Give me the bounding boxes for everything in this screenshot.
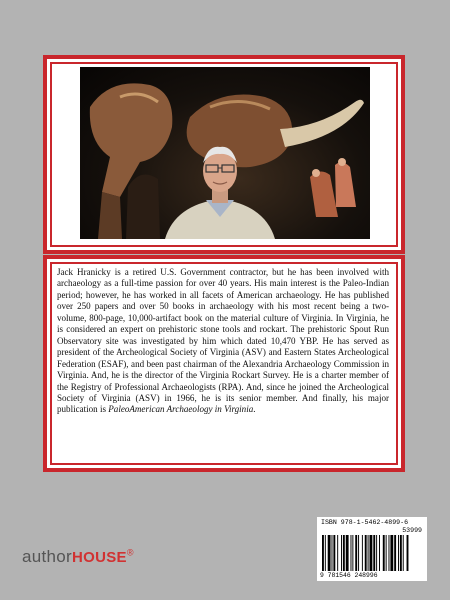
- book-title: PaleoAmerican Archaeology in Virginia: [108, 404, 254, 415]
- barcode-bar: [383, 535, 385, 571]
- barcode-bar: [373, 535, 375, 571]
- barcode-bar: [337, 535, 338, 571]
- logo-house: HOUSE: [72, 549, 127, 566]
- barcode-bar: [333, 535, 335, 571]
- barcode-bar: [407, 535, 409, 571]
- publisher-logo: [22, 547, 134, 567]
- author-photo-illustration: [80, 67, 370, 239]
- barcode-bar: [400, 535, 402, 571]
- author-photo: [80, 67, 370, 239]
- logo-author: author: [22, 547, 73, 566]
- barcode-bar: [328, 535, 331, 571]
- barcode-bar: [346, 535, 349, 571]
- barcode-bar: [403, 535, 404, 571]
- barcode-bar: [376, 535, 377, 571]
- logo-registered-mark: ®: [126, 547, 134, 558]
- barcode-bar: [368, 535, 369, 571]
- bio-end: .: [253, 404, 256, 415]
- barcode-bar: [355, 535, 357, 571]
- barcode-bar: [386, 535, 387, 571]
- barcode-bar: [352, 535, 353, 571]
- barcode-bar: [358, 535, 359, 571]
- barcode-number: 9 781546 248996: [320, 572, 378, 579]
- barcode-bar: [325, 535, 326, 571]
- isbn-text: ISBN 978-1-5462-4899-6: [321, 519, 409, 526]
- barcode-bar: [322, 535, 324, 571]
- barcode-bar: [362, 535, 363, 571]
- barcode-box: [317, 517, 427, 581]
- barcode-bar: [394, 535, 396, 571]
- barcode-bar: [370, 535, 373, 571]
- barcode-bar: [341, 535, 342, 571]
- barcode-bar: [390, 535, 393, 571]
- price-code: 53999: [402, 527, 422, 534]
- barcode-bars: [321, 535, 423, 573]
- barcode-bar: [351, 535, 352, 571]
- barcode-bar: [365, 535, 367, 571]
- barcode-bar: [343, 535, 345, 571]
- barcode-bar: [332, 535, 333, 571]
- bio-main-text: Jack Hranicky is a retired U.S. Government contractor, but he has been involved with archaeology as a full-time passion for over 40 years. His main interest is the Paleo-Indian period; however, he has worked in all facets of American archaeology. He has published over 250 papers and over 50 books in archaeology with his most recent being a two-volume, 800-page, 10,000-artifact book on the material culture of Virginia. In Virginia, he is considered an expert on prehistoric stone tools and rockart. The prehistoric Spout Run Observatory site was investigated by him which dated 10,470 YBP. He has served as president of the Archeological Society of Virginia (ASV) and Eastern States Archeological Federation (ESAF), and been past chairman of the Alexandria Archaeology Commission in Virginia. And, he is the director of the Virginia Rockart Survey. He is a charter member of the Registry of Professional Archaeologists (RPA). And, since he joined the Archeological Society of Virginia (ASV) in 1966, he is its senior member. And finally, his major publication is: [57, 267, 389, 415]
- barcode-bar: [379, 535, 380, 571]
- barcode-bar: [398, 535, 399, 571]
- barcode-bar: [389, 535, 390, 571]
- author-bio: [57, 267, 389, 416]
